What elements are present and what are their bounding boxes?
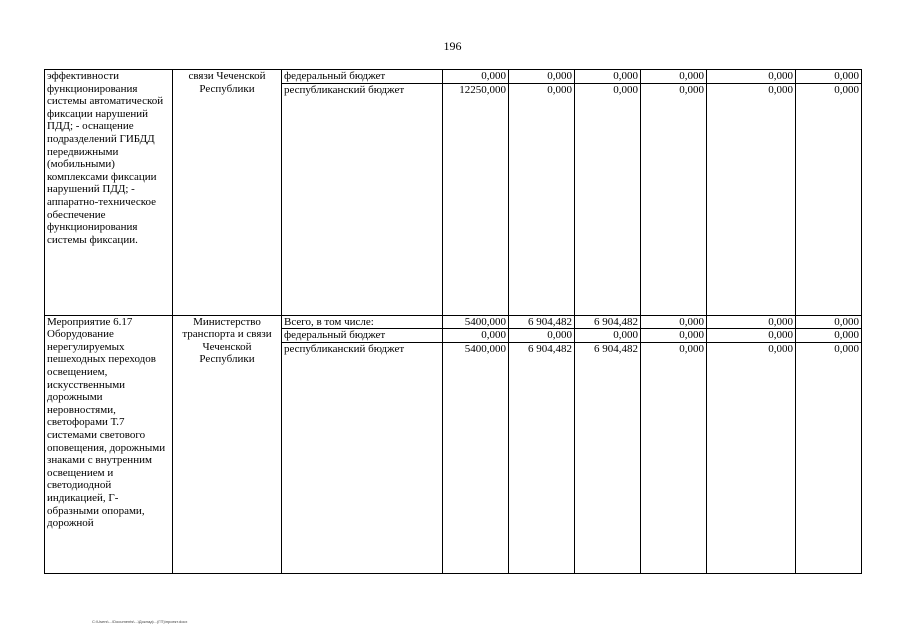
- funding-source: федеральный бюджет: [282, 329, 443, 343]
- value-cell: 6 904,482: [509, 315, 575, 329]
- value-cell: 0,000: [641, 329, 707, 343]
- funding-source: Всего, в том числе:: [282, 315, 443, 329]
- value-cell: 0,000: [575, 70, 641, 84]
- value-cell: 12250,000: [443, 83, 509, 315]
- funding-source: республиканский бюджет: [282, 342, 443, 573]
- executor-cell: Министерство транспорта и связи Чеченской Республики: [173, 315, 282, 573]
- value-cell: 0,000: [796, 342, 862, 573]
- page-number: 196: [443, 39, 462, 53]
- value-cell: 6 904,482: [575, 315, 641, 329]
- value-cell: 0,000: [641, 70, 707, 84]
- value-cell: 0,000: [575, 83, 641, 315]
- value-cell: 0,000: [509, 83, 575, 315]
- value-cell: 5400,000: [443, 315, 509, 329]
- value-cell: 6 904,482: [509, 342, 575, 573]
- value-cell: 0,000: [707, 315, 796, 329]
- value-cell: 0,000: [707, 329, 796, 343]
- value-cell: 0,000: [796, 329, 862, 343]
- value-cell: 0,000: [796, 83, 862, 315]
- funding-source: республиканский бюджет: [282, 83, 443, 315]
- funding-source: федеральный бюджет: [282, 70, 443, 84]
- executor-cell: связи Чеченской Республики: [173, 70, 282, 316]
- value-cell: 0,000: [796, 70, 862, 84]
- value-cell: 0,000: [575, 329, 641, 343]
- value-cell: 0,000: [707, 342, 796, 573]
- value-cell: 0,000: [443, 329, 509, 343]
- program-measures-table: [44, 69, 862, 574]
- file-path-footer: C:\Users\...\Documents\...\Доклад\...(ГП)\проект.docx: [92, 619, 188, 624]
- value-cell: 5400,000: [443, 342, 509, 573]
- value-cell: 0,000: [443, 70, 509, 84]
- measure-description: эффективности функционирования системы автоматической фиксации нарушений ПДД; - оснащение подразделений ГИБДД передвижными (мобильными) комплексами фиксации нарушений ПДД; - аппаратно-техническое обеспечение функционирования системы фиксации.: [45, 70, 173, 316]
- measure-description: Мероприятие 6.17 Оборудование нерегулируемых пешеходных переходов освещением, искусственными дорожными неровностями, светофорами Т.7 системами светового оповещения, дорожными знаками с внутренним освещением и светодиодной индикацией, Г-образными опорами, дорожной: [45, 315, 173, 573]
- value-cell: 0,000: [509, 329, 575, 343]
- value-cell: 0,000: [641, 342, 707, 573]
- value-cell: 0,000: [796, 315, 862, 329]
- value-cell: 0,000: [509, 70, 575, 84]
- value-cell: 0,000: [707, 83, 796, 315]
- value-cell: 6 904,482: [575, 342, 641, 573]
- value-cell: 0,000: [641, 83, 707, 315]
- value-cell: 0,000: [641, 315, 707, 329]
- value-cell: 0,000: [707, 70, 796, 84]
